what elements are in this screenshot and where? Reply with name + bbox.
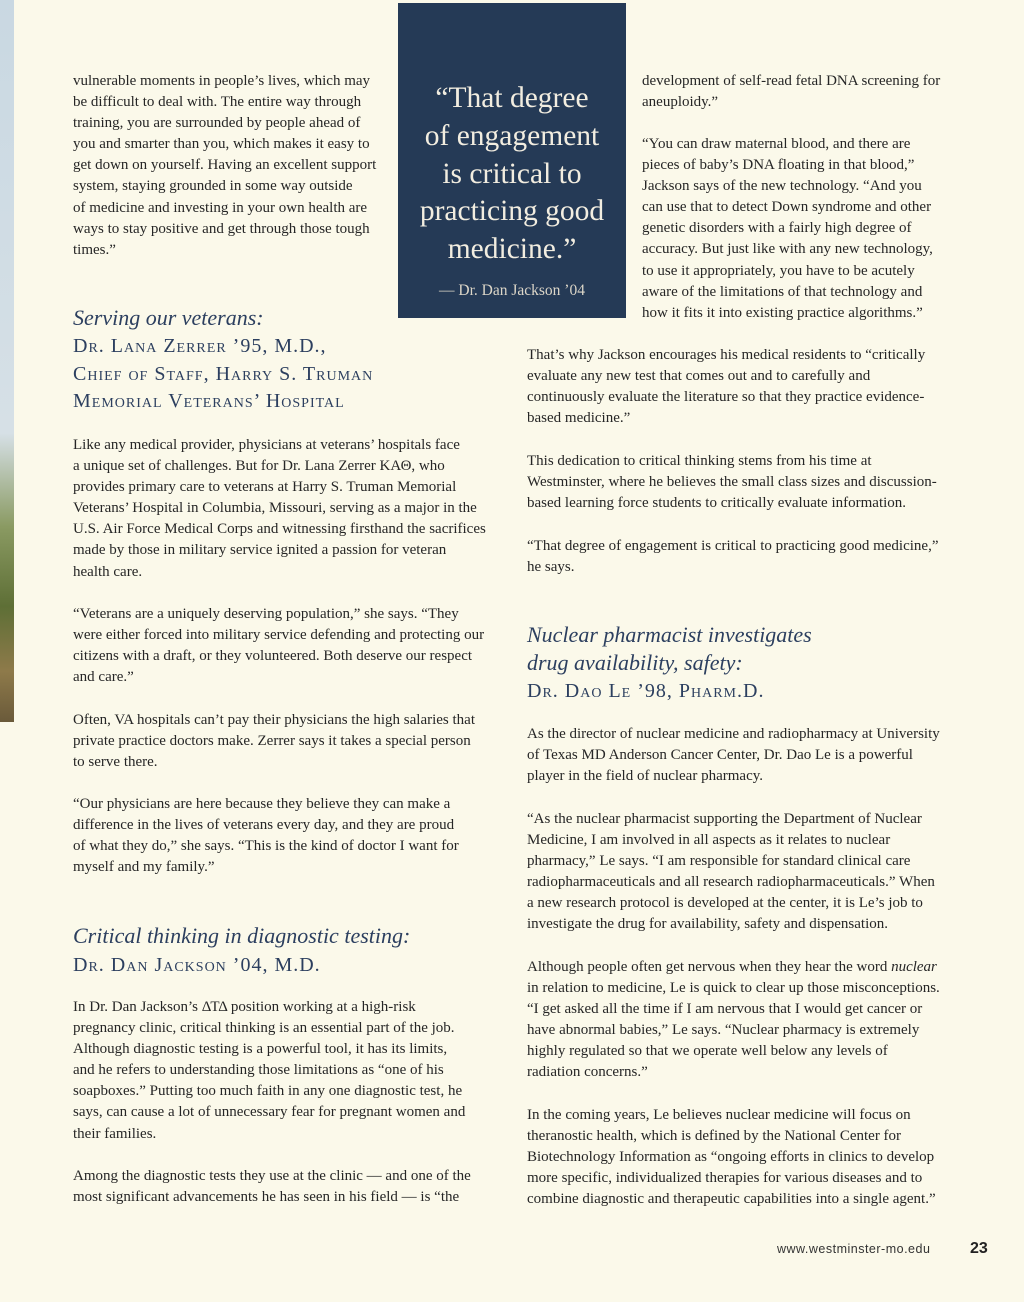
heading-line: Nuclear pharmacist investigates bbox=[527, 622, 812, 647]
text-line: ways to stay positive and get through those tough bbox=[73, 220, 370, 237]
text-line: soapboxes.” Putting too much faith in any one diagnostic test, he bbox=[73, 1083, 463, 1100]
text-line: and he refers to understanding those limitations as “one of his bbox=[73, 1062, 444, 1079]
text-line: myself and my family.” bbox=[73, 859, 215, 876]
text-line: vulnerable moments in people’s lives, which may bbox=[73, 73, 371, 89]
section-name-heading bbox=[527, 678, 764, 706]
intro-paragraph bbox=[73, 71, 376, 261]
section-name-heading bbox=[73, 952, 321, 980]
text-line: and care.” bbox=[73, 669, 134, 686]
text-line: get down on yourself. Having an excellent support bbox=[73, 157, 377, 174]
text-line: in relation to medicine, Le is quick to clear up those misconceptions. bbox=[527, 980, 940, 997]
pull-quote-box bbox=[398, 3, 626, 318]
text-line: how it fits it into existing practice algorithms.” bbox=[642, 304, 923, 321]
emphasis-word: nuclear bbox=[891, 959, 937, 975]
pull-quote-line: is critical to bbox=[442, 157, 582, 190]
text-line: private practice doctors make. Zerrer says it takes a special person bbox=[73, 733, 471, 750]
body-paragraph bbox=[73, 604, 484, 688]
text-line: highly regulated so that we operate well below any levels of bbox=[527, 1043, 888, 1060]
text-line: health care. bbox=[73, 563, 143, 580]
body-paragraph bbox=[527, 957, 940, 1084]
text-line: system, staying grounded in some way outside bbox=[73, 178, 353, 195]
text-segment: Although people often get nervous when they hear the word bbox=[527, 959, 892, 975]
text-line: radiopharmaceuticals and all research radiopharmaceuticals.” When bbox=[527, 874, 935, 891]
body-paragraph bbox=[642, 71, 940, 113]
text-line: to serve there. bbox=[73, 754, 158, 771]
body-paragraph bbox=[527, 345, 925, 429]
text-line: U.S. Air Force Medical Corps and witnessing firsthand the sacrifices bbox=[73, 521, 486, 538]
text-line: Among the diagnostic tests they use at the clinic — and one of the bbox=[73, 1168, 471, 1184]
text-line: citizens with a draft, or they volunteered. Both deserve our respect bbox=[73, 648, 473, 665]
text-line: “Veterans are a uniquely deserving population,” she says. “They bbox=[73, 606, 459, 622]
text-line: accuracy. But just like with any new technology, bbox=[642, 241, 933, 258]
text-line: Biotechnology Information as “ongoing efforts in clinics to develop bbox=[527, 1149, 935, 1166]
section-kicker: Serving our veterans: bbox=[73, 305, 264, 330]
text-line: were either forced into military service defending and protecting our bbox=[73, 627, 485, 644]
text-line: you and smarter than you, which makes it easy to bbox=[73, 136, 370, 153]
footer-url[interactable]: www.westminster-mo.edu bbox=[777, 1242, 931, 1256]
text-line: says, can cause a lot of unnecessary fear for pregnant women and bbox=[73, 1104, 466, 1121]
text-line: to use it appropriately, you have to be acutely bbox=[642, 262, 915, 279]
heading-line: Dr. Lana Zerrer ’95, M.D., bbox=[73, 335, 327, 357]
body-paragraph bbox=[73, 997, 465, 1145]
text-line: based learning force students to critically evaluate information. bbox=[527, 495, 907, 512]
text-line: of Texas MD Anderson Cancer Center, Dr. Dao Le is a powerful bbox=[527, 747, 913, 764]
text-line: development of self-read fetal DNA screening for bbox=[642, 73, 941, 89]
body-paragraph bbox=[73, 710, 475, 773]
text-line: Although diagnostic testing is a powerful tool, it has its limits, bbox=[73, 1041, 448, 1058]
pull-quote-line: of engagement bbox=[424, 119, 600, 152]
text-line: Medicine, I am involved in all aspects as it relates to nuclear bbox=[527, 832, 891, 849]
text-line: difference in the lives of veterans every day, and they are proud bbox=[73, 817, 455, 834]
text-line: In Dr. Dan Jackson’s ΔΤΔ position working at a high-risk bbox=[73, 999, 416, 1015]
text-line bbox=[527, 957, 940, 978]
body-paragraph bbox=[527, 451, 937, 514]
photo-edge-strip bbox=[0, 0, 14, 722]
text-line: pharmacy,” Le says. “I am responsible for standard clinical care bbox=[527, 853, 911, 870]
text-line: aneuploidy.” bbox=[642, 94, 719, 111]
text-line: Often, VA hospitals can’t pay their physicians the high salaries that bbox=[73, 712, 476, 728]
text-line: more specific, individualized therapies for various diseases and to bbox=[527, 1170, 923, 1187]
heading-line: Memorial Veterans’ Hospital bbox=[73, 390, 345, 412]
text-line: That’s why Jackson encourages his medical residents to “critically bbox=[527, 347, 926, 363]
pull-quote-line: medicine.” bbox=[447, 233, 577, 266]
text-line: genetic disorders with a fairly high degree of bbox=[642, 220, 912, 237]
text-line: player in the field of nuclear pharmacy. bbox=[527, 768, 764, 785]
section-kicker bbox=[527, 621, 812, 677]
text-line: of what they do,” she says. “This is the kind of doctor I want for bbox=[73, 838, 459, 855]
text-line: evaluate any new test that comes out and to carefully and bbox=[527, 368, 871, 385]
text-line: have abnormal babies,” Le says. “Nuclear pharmacy is extremely bbox=[527, 1022, 920, 1039]
text-line: based medicine.” bbox=[527, 410, 631, 427]
pull-quote-line: “That degree bbox=[435, 82, 589, 114]
heading-line: Chief of Staff, Harry S. Truman bbox=[73, 362, 374, 385]
text-line: theranostic health, which is defined by the National Center for bbox=[527, 1128, 902, 1145]
text-line: a new research protocol is developed at the center, it is Le’s job to bbox=[527, 895, 923, 912]
text-line: continuously evaluate the literature so that they practice evidence- bbox=[527, 389, 925, 406]
heading-line: Dr. Dao Le ’98, Pharm.D. bbox=[527, 680, 765, 702]
text-line: pieces of baby’s DNA floating in that blood,” bbox=[642, 157, 915, 174]
body-paragraph bbox=[73, 435, 486, 583]
text-line: Veterans’ Hospital in Columbia, Missouri, serving as a major in the bbox=[73, 500, 477, 517]
page-number: 23 bbox=[970, 1240, 988, 1257]
text-line: most significant advancements he has seen in his field — is “the bbox=[73, 1189, 460, 1206]
text-line: investigate the drug for availability, safety and dispensation. bbox=[527, 916, 889, 933]
heading-line: drug availability, safety: bbox=[527, 650, 743, 675]
body-paragraph bbox=[527, 809, 935, 936]
text-line: their families. bbox=[73, 1125, 157, 1142]
body-paragraph bbox=[73, 1166, 471, 1208]
section-name-heading bbox=[73, 333, 373, 416]
text-line: Like any medical provider, physicians at veterans’ hospitals face bbox=[73, 437, 460, 453]
text-line: As the director of nuclear medicine and radiopharmacy at University bbox=[527, 726, 940, 742]
text-line: “I get asked all the time if I am nervous that I would get cancer or bbox=[527, 1001, 923, 1018]
pull-quote-attribution: — Dr. Dan Jackson ’04 bbox=[439, 282, 585, 299]
text-line: “You can draw maternal blood, and there are bbox=[642, 136, 911, 152]
text-line: aware of the limitations of that technology and bbox=[642, 283, 923, 300]
text-line: combine diagnostic and therapeutic capabilities into a single agent.” bbox=[527, 1191, 936, 1208]
text-line: “As the nuclear pharmacist supporting the Department of Nuclear bbox=[527, 811, 922, 827]
section-kicker: Critical thinking in diagnostic testing: bbox=[73, 923, 411, 948]
body-paragraph bbox=[527, 1105, 936, 1210]
body-paragraph bbox=[642, 134, 933, 324]
text-line: radiation concerns.” bbox=[527, 1064, 648, 1081]
text-line: training, you are surrounded by people ahead of bbox=[73, 115, 361, 132]
text-line: pregnancy clinic, critical thinking is an essential part of the job. bbox=[73, 1020, 455, 1037]
text-line: Westminster, where he believes the small class sizes and discussion- bbox=[527, 474, 937, 491]
pull-quote-text bbox=[398, 80, 626, 269]
text-line: provides primary care to veterans at Harry S. Truman Memorial bbox=[73, 479, 457, 496]
text-line: Jackson says of the new technology. “And you bbox=[642, 178, 922, 195]
text-line: times.” bbox=[73, 241, 116, 258]
text-line: “Our physicians are here because they believe they can make a bbox=[73, 796, 451, 812]
body-paragraph bbox=[527, 536, 939, 578]
pull-quote-line: practicing good bbox=[419, 195, 605, 228]
body-paragraph bbox=[73, 794, 459, 878]
text-line: a unique set of challenges. But for Dr. Lana Zerrer KΑΘ, who bbox=[73, 458, 445, 475]
text-line: be difficult to deal with. The entire way through bbox=[73, 94, 362, 111]
text-line: can use that to detect Down syndrome and other bbox=[642, 199, 932, 216]
body-paragraph bbox=[527, 724, 940, 787]
text-line: he says. bbox=[527, 559, 575, 576]
heading-line: Dr. Dan Jackson ’04, M.D. bbox=[73, 954, 321, 976]
text-line: of medicine and investing in your own health are bbox=[73, 199, 368, 216]
text-line: This dedication to critical thinking stems from his time at bbox=[527, 453, 872, 469]
text-line: “That degree of engagement is critical to practicing good medicine,” bbox=[527, 538, 939, 554]
text-line: In the coming years, Le believes nuclear medicine will focus on bbox=[527, 1107, 911, 1123]
text-line: made by those in military service ignited a passion for veteran bbox=[73, 542, 447, 559]
